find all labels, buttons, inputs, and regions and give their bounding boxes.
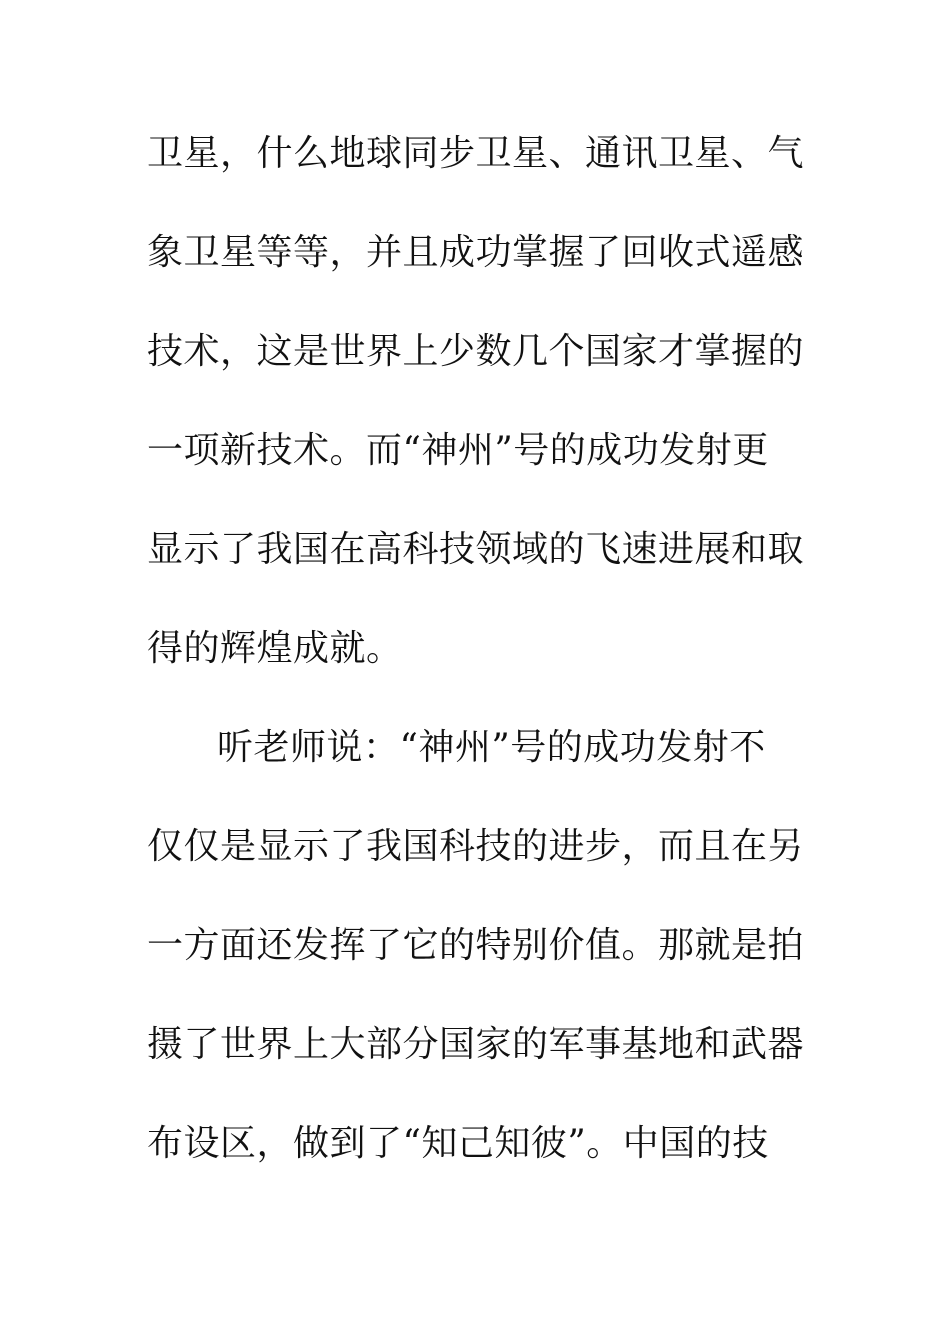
- paragraph-first-line: 听老师说：“神州”号的成功发射不: [217, 727, 766, 768]
- text-line: 一方面还发挥了它的特别价值。那就是拍: [147, 925, 805, 966]
- text-line: 布设区，做到了“知己知彼”。中国的技: [147, 1123, 769, 1164]
- text-line: 一项新技术。而“神州”号的成功发射更: [147, 430, 769, 471]
- text-line: 显示了我国在高科技领域的飞速进展和取: [147, 529, 805, 570]
- text-line: 摄了世界上大部分国家的军事基地和武器: [147, 1024, 805, 1065]
- text-line: 得的辉煌成就。: [147, 628, 403, 669]
- text-line: 技术，这是世界上少数几个国家才掌握的: [147, 331, 805, 372]
- text-line: 仅仅是显示了我国科技的进步，而且在另: [147, 826, 805, 867]
- text-line: 象卫星等等，并且成功掌握了回收式遥感: [147, 232, 805, 273]
- text-line: 卫星，什么地球同步卫星、通讯卫星、气: [147, 133, 805, 174]
- body-text: [147, 126, 805, 1215]
